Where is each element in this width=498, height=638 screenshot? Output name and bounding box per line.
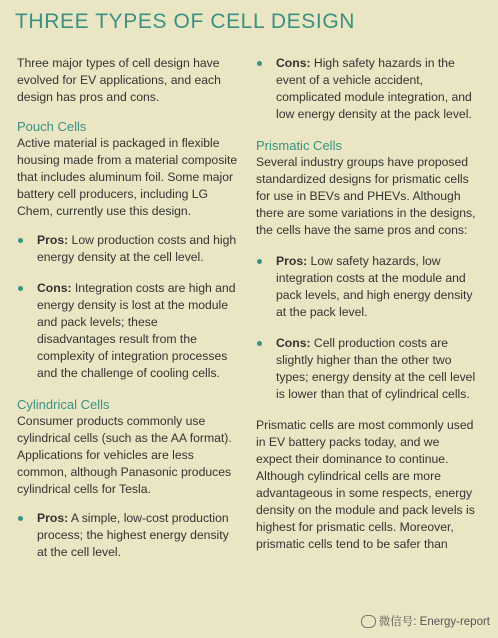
bullet-icon [257, 61, 262, 66]
prismatic-pros [256, 253, 478, 321]
prismatic-heading: Prismatic Cells [256, 138, 342, 153]
prismatic-cons [256, 335, 478, 403]
bullet-icon [18, 286, 23, 291]
pros-text: Low production costs and high energy density at the cell level. [37, 233, 237, 264]
pros-label: Pros: [276, 254, 308, 268]
cons-text: High safety hazards in the event of a vehicle accident, complicated module integration, and low energy density at the pack level. [276, 56, 472, 121]
pros-label: Pros: [37, 511, 69, 525]
cylindrical-heading: Cylindrical Cells [17, 397, 110, 412]
left-column [17, 55, 239, 575]
cylindrical-bullets [17, 510, 239, 561]
bullet-icon [18, 516, 23, 521]
closing-text: Prismatic cells are most commonly used in EV battery packs today, and we expect their dominance to continue. Although cylindrical cells are more advantageous in some respects, energy density on the module and pack levels is highest for prismatic cells. Moreover, prismatic cells tend to be safer than [256, 418, 475, 551]
pros-text: Low safety hazards, low integration costs at the module and pack levels, and high energy density at the pack level. [276, 254, 473, 319]
cons-text: Integration costs are high and energy density is lost at the module and pack levels; these disadvantages result from the complexity of integration processes and the challenge of cooling cells. [37, 281, 236, 380]
pouch-text: Active material is packaged in flexible housing made from a material composite that includes aluminum foil. Some major battery cell producers, including LG Chem, currently use this design. [17, 136, 238, 218]
prismatic-text: Several industry groups have proposed standardized designs for prismatic cells for use in BEVs and PHEVs. Although there are some variations in the designs, the cells have the same pros and cons: [256, 155, 476, 237]
bullet-icon [18, 238, 23, 243]
cylindrical-pros [17, 510, 239, 561]
cons-label: Cons: [37, 281, 72, 295]
intro-text: Three major types of cell design have evolved for EV applications, and each design has pros and cons. [17, 56, 221, 104]
watermark [361, 613, 490, 629]
cons-label: Cons: [276, 336, 311, 350]
cons-text: Cell production costs are slightly higher than the other two types; energy density at the cell level is lower than that of cylindrical cells. [276, 336, 476, 401]
prismatic-bullets [256, 253, 478, 403]
pros-label: Pros: [37, 233, 69, 247]
bullet-icon [257, 341, 262, 346]
pros-text: A simple, low-cost production process; the highest energy density at the cell level. [37, 511, 229, 559]
cylindrical-text: Consumer products commonly use cylindrical cells (such as the AA format). Applications for vehicles are less common, although Panasonic produces cylindrical cells for Tesla. [17, 414, 232, 496]
watermark-text: 微信号: Energy-report [378, 616, 490, 628]
right-column [256, 55, 478, 553]
pouch-bullets [17, 232, 239, 382]
cons-label: Cons: [276, 56, 311, 70]
pouch-pros [17, 232, 239, 266]
page-title: THREE TYPES OF CELL DESIGN [15, 10, 356, 33]
pouch-cons [17, 280, 239, 382]
pouch-heading: Pouch Cells [17, 119, 87, 134]
bullet-icon [257, 259, 262, 264]
cylindrical-cons-bullets [256, 55, 478, 123]
cylindrical-cons [256, 55, 478, 123]
wechat-icon [361, 615, 376, 628]
